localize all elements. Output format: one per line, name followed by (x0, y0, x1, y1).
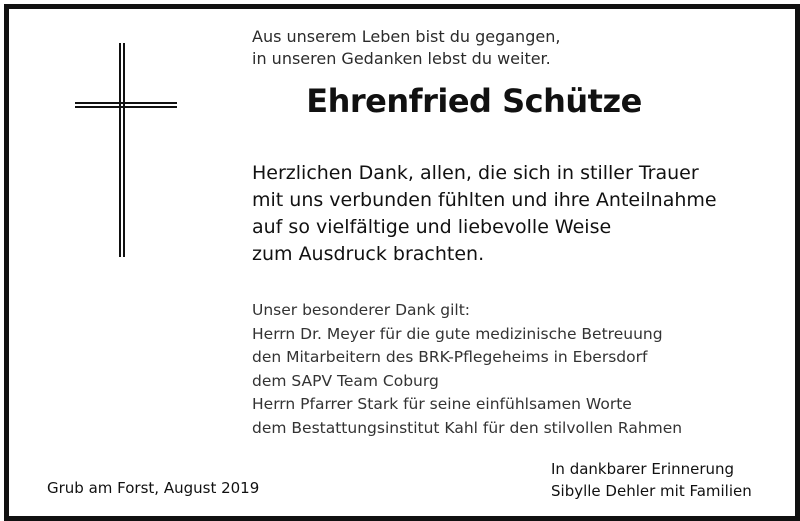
motto-verse (252, 26, 560, 70)
thanks-line: auf so vielfältige und liebevolle Weise (252, 216, 612, 238)
obituary-card (4, 4, 800, 521)
special-thanks (252, 299, 682, 440)
signature-line: Sibylle Dehler mit Familien (551, 482, 752, 500)
special-thanks-line: dem SAPV Team Coburg (252, 371, 439, 390)
special-thanks-heading: Unser besonderer Dank gilt: (252, 301, 470, 319)
thanks-paragraph (252, 160, 717, 268)
thanks-line: zum Ausdruck brachten. (252, 243, 485, 265)
special-thanks-line: Herrn Pfarrer Stark für seine einfühlsamen Worte (252, 395, 632, 413)
special-thanks-line: Herrn Dr. Meyer für die gute medizinische Betreuung (252, 324, 663, 343)
motto-line: in unseren Gedanken lebst du weiter. (252, 49, 551, 68)
thanks-line: Herzlichen Dank, allen, die sich in stiller Trauer (252, 162, 699, 184)
special-thanks-line: dem Bestattungsinstitut Kahl für den stilvollen Rahmen (252, 418, 683, 437)
motto-line: Aus unserem Leben bist du gegangen, (252, 27, 561, 46)
signature-line: In dankbarer Erinnerung (551, 460, 735, 478)
special-thanks-line: den Mitarbeitern des BRK-Pflegeheims in Ebersdorf (252, 348, 648, 366)
thanks-line: mit uns verbunden fühlten und ihre Anteilnahme (252, 189, 717, 211)
place-date: Grub am Forst, August 2019 (47, 479, 260, 497)
deceased-name: Ehrenfried Schütze (306, 82, 642, 120)
signature-block (551, 458, 752, 502)
